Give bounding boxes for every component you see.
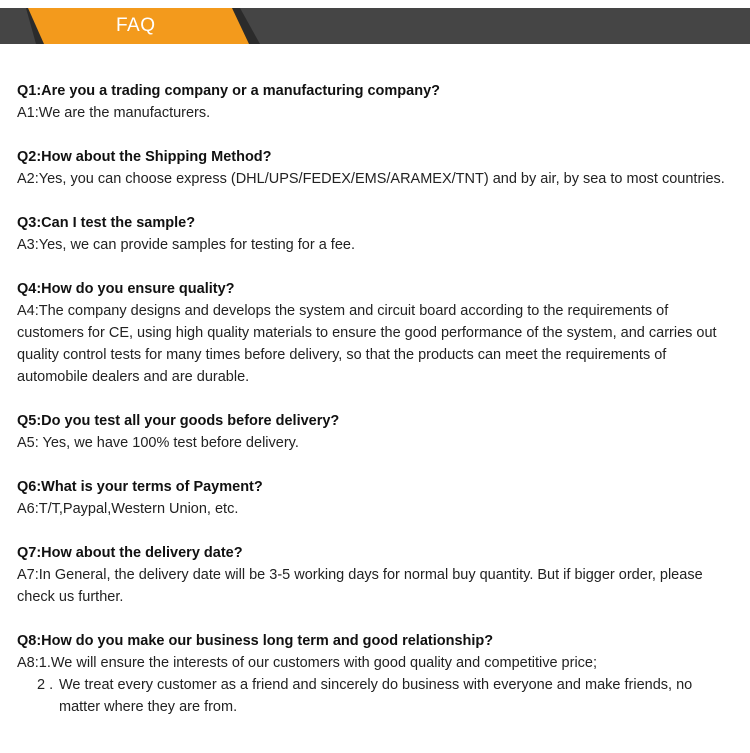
faq-item — [17, 476, 737, 520]
faq-item — [17, 630, 737, 718]
question: Q7:How about the delivery date? — [17, 545, 243, 561]
answer-point-1 — [17, 652, 737, 674]
question: Q6:What is your terms of Payment? — [17, 479, 263, 495]
faq-item — [17, 410, 737, 454]
answer-text: We treat every customer as a friend and sincerely do business with everyone and make friends, no matter where they are from. — [59, 677, 693, 715]
answer: A5: Yes, we have 100% test before delivery. — [17, 435, 299, 451]
question: Q4:How do you ensure quality? — [17, 281, 235, 297]
faq-header-bar — [0, 8, 750, 44]
answer-prefix: 2 . — [37, 677, 54, 693]
answer: A1:We are the manufacturers. — [17, 105, 211, 121]
answer-point-2 — [17, 674, 737, 718]
question: Q5:Do you test all your goods before delivery? — [17, 413, 340, 429]
answer: A6:T/T,Paypal,Western Union, etc. — [17, 501, 239, 517]
faq-item — [17, 146, 737, 190]
question: Q3:Can I test the sample? — [17, 215, 196, 231]
answer-text: We will ensure the interests of our customers with good quality and competitive price; — [50, 655, 598, 671]
faq-list — [17, 80, 737, 740]
answer: A3:Yes, we can provide samples for testing for a fee. — [17, 237, 355, 253]
question: Q1:Are you a trading company or a manufacturing company? — [17, 83, 440, 99]
faq-item — [17, 212, 737, 256]
answer: A4:The company designs and develops the system and circuit board according to the requirements of customers for CE, using high quality materials to ensure the good performance of the system, and carries out quality control tests for many times before delivery, so that the products can meet the requirements of automobile dealers and are durable. — [17, 303, 717, 385]
answer-prefix: A8:1. — [17, 655, 51, 671]
answer: A2:Yes, you can choose express (DHL/UPS/FEDEX/EMS/ARAMEX/TNT) and by air, by sea to most countries. — [17, 171, 725, 187]
page-title: FAQ — [116, 15, 156, 36]
faq-item — [17, 80, 737, 124]
question: Q8:How do you make our business long term and good relationship? — [17, 633, 494, 649]
question: Q2:How about the Shipping Method? — [17, 149, 272, 165]
answer: A7:In General, the delivery date will be 3-5 working days for normal buy quantity. But if bigger order, please check us further. — [17, 567, 703, 605]
faq-item — [17, 542, 737, 608]
faq-item — [17, 278, 737, 388]
